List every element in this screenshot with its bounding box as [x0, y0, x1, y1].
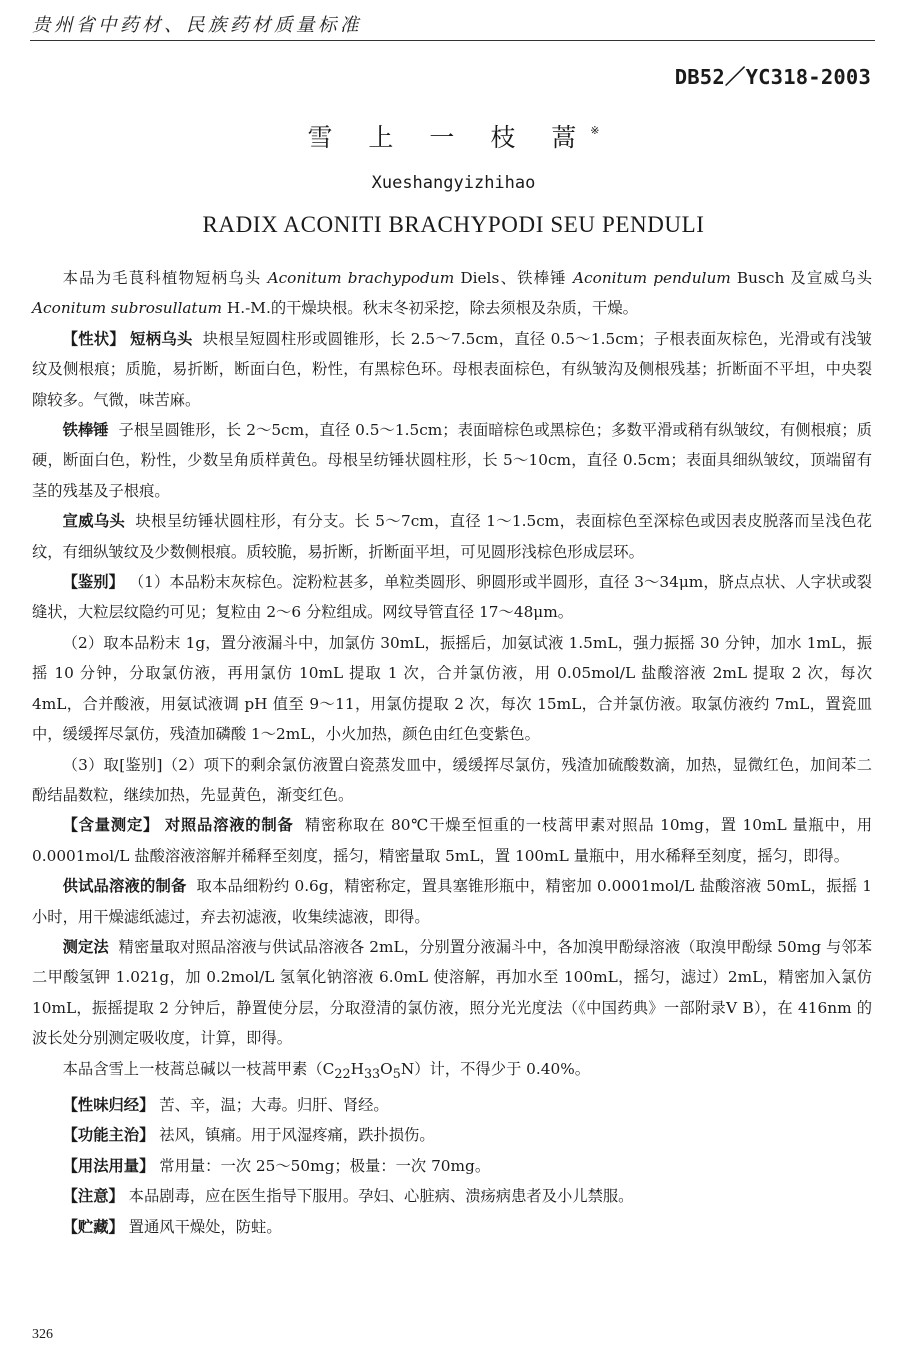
characters-paragraph-3: 宣威乌头 块根呈纺锤状圆柱形，有分支。长 5～7cm，直径 1～1.5cm，表面棕色至深棕色或因表皮脱落而呈浅色花纹，有细纵皱纹及少数侧根痕。质较脆，易折断，折断面平坦，可见圆形浅棕色形成层环。: [32, 512, 872, 561]
section-heading-assay: 【含量测定】: [62, 816, 160, 835]
characters-paragraph-1: 【性状】 短柄乌头 块根呈短圆柱形或圆锥形，长 2.5～7.5cm，直径 0.5～1.5cm；子根表面灰棕色，光滑或有浅皱纹及侧根痕；质脆，易折断，断面白色，粉性，有黑棕色环。母根表面棕色，有纵皱沟及侧根残基；折断面不平坦，中央裂隙较多。气微，味苦麻。: [32, 329, 872, 409]
section-heading-caution: 【注意】: [62, 1187, 124, 1206]
subheading: 供试品溶液的制备: [62, 877, 187, 896]
section-heading-dosage: 【用法用量】: [62, 1156, 155, 1175]
section-heading-identification: 【鉴别】: [62, 573, 124, 592]
subheading: 短柄乌头: [130, 329, 193, 348]
assay-limit: 本品含雪上一枝蒿总碱以一枝蒿甲素$(C_{22}H_{33}O_5N)$计，不得少于 0.40%。: [62, 1059, 591, 1082]
nature-paragraph: 【性味归经】 苦、辛，温；大毒。归肝、肾经。: [62, 1096, 389, 1115]
species-name: Aconitum brachypodum: [267, 269, 455, 287]
section-heading-storage: 【贮藏】: [62, 1217, 124, 1236]
caution-paragraph: 【注意】 本品剧毒，应在医生指导下服用。孕妇、心脏病、溃疡病患者及小儿禁服。: [62, 1187, 634, 1206]
species-name: Aconitum subrosullatum: [32, 299, 223, 318]
running-header: [30, 10, 875, 41]
subheading: 对照品溶液的制备: [164, 816, 294, 835]
assay-paragraph-1: 【含量测定】 对照品溶液的制备 精密称取在 80℃干燥至恒重的一枝蒿甲素对照品 10mg，置 10mL 量瓶中，用 0.0001mol/L 盐酸溶液溶解并稀释至刻度，摇匀，精密量取 5mL，置 100mL 量瓶中，用水稀释至刻度，摇匀，即得。: [32, 816, 872, 865]
storage-paragraph: 【贮藏】 置通风干燥处，防蛀。: [62, 1217, 282, 1236]
subheading: 铁棒锤: [62, 421, 109, 440]
page-title: [0, 118, 907, 154]
subheading: 宣威乌头: [62, 512, 126, 531]
assay-paragraph-3: 测定法 精密量取对照品溶液与供试品溶液各 2mL，分别置分液漏斗中，各加溴甲酚绿溶液（取溴甲酚绿 50mg 与邻苯二甲酸氢钾 1.021g，加 0.2mol/L 氢氧化钠溶液 6.0mL 使溶解，再加水至 100mL，摇匀，滤过）2mL，精密加入氯仿 10mL，振摇提取 2 分钟后，静置使分层，分取澄清的氯仿液，照分光光度法（《中国药典》一部附录Ⅴ B），在 416nm 的波长处分别测定吸收度，计算，即得。: [32, 937, 872, 1048]
assay-paragraph-2: 供试品溶液的制备 取本品细粉约 0.6g，精密称定，置具塞锥形瓶中，精密加 0.0001mol/L 盐酸溶液 50mL，振摇 1 小时，用干燥滤纸滤过，弃去初滤液，收集续滤液，即得。: [32, 877, 872, 926]
identification-paragraph-2: （2）取本品粉末 1g，置分液漏斗中，加氯仿 30mL，振摇后，加氨试液 1.5mL，强力振摇 30 分钟，加水 1mL，振摇 10 分钟，分取氯仿液，再用氯仿 10mL 提取 1 次，合并氯仿液，用 0.05mol/L 盐酸溶液 2mL 提取 2 次，每次 4mL，合并酸液，用氨试液调 pH 值至 9～11，用氯仿提取 2 次，每次 15mL，合并氯仿液。取氯仿液约 7mL，置瓷皿中，缓缓挥尽氯仿，残渣加磷酸 1～2mL，小火加热，颜色由红色变紫色。: [32, 633, 872, 744]
standard-code: DB52／YC318-2003: [674, 65, 871, 89]
species-name: Aconitum pendulum: [573, 269, 731, 287]
title-pinyin: Xueshangyizhihao: [371, 173, 536, 193]
running-title: 贵州省中药材、民族药材质量标准: [32, 15, 363, 36]
identification-paragraph-1: 【鉴别】 （1）本品粉末灰棕色。淀粉粒甚多，单粒类圆形、卵圆形或半圆形，直径 3～34μm，脐点点状、人字状或裂缝状，大粒层纹隐约可见；复粒由 2～6 分粒组成。网纹导管直径 17～48μm。: [32, 573, 872, 622]
dosage-paragraph: 【用法用量】 常用量：一次 25～50mg；极量：一次 70mg。: [62, 1156, 491, 1175]
functions-paragraph: 【功能主治】 祛风，镇痛。用于风湿疼痛，跌扑损伤。: [62, 1126, 435, 1145]
title-note-mark: ※: [590, 124, 600, 137]
section-heading-nature: 【性味归经】: [62, 1096, 155, 1115]
intro-paragraph: 本品为毛茛科植物短柄乌头 Aconitum brachypodum Diels、铁棒锤 Aconitum pendulum Busch 及宣威乌头 Aconitum subrosullatum H.-M.的干燥块根。秋末冬初采挖，除去须根及杂质，干燥。: [32, 269, 872, 318]
identification-paragraph-3: （3）取[鉴别]（2）项下的剩余氯仿液置白瓷蒸发皿中，缓缓挥尽氯仿，残渣加硫酸数滴，加热，显微红色，加间苯二酚结晶数粒，继续加热，先显黄色，渐变红色。: [32, 755, 872, 804]
section-heading-characters: 【性状】: [62, 329, 125, 348]
title-chinese: 雪 上 一 枝 蒿: [307, 123, 591, 152]
subheading: 测定法: [62, 937, 109, 956]
title-latin: RADIX ACONITI BRACHYPODI SEU PENDULI: [202, 212, 705, 237]
monograph-body: [32, 263, 872, 1242]
characters-paragraph-2: 铁棒锤 子根呈圆锥形，长 2～5cm，直径 0.5～1.5cm；表面暗棕色或黑棕色；多数平滑或稍有纵皱纹，有侧根痕；质硬，断面白色，粉性，少数呈角质样黄色。母根呈纺锤状圆柱形，长 5～10cm，直径 0.5cm；表面具细纵皱纹，顶端留有茎的残基及子根痕。: [32, 421, 872, 500]
page-number: 326: [32, 1327, 53, 1342]
section-heading-functions: 【功能主治】: [62, 1126, 155, 1145]
